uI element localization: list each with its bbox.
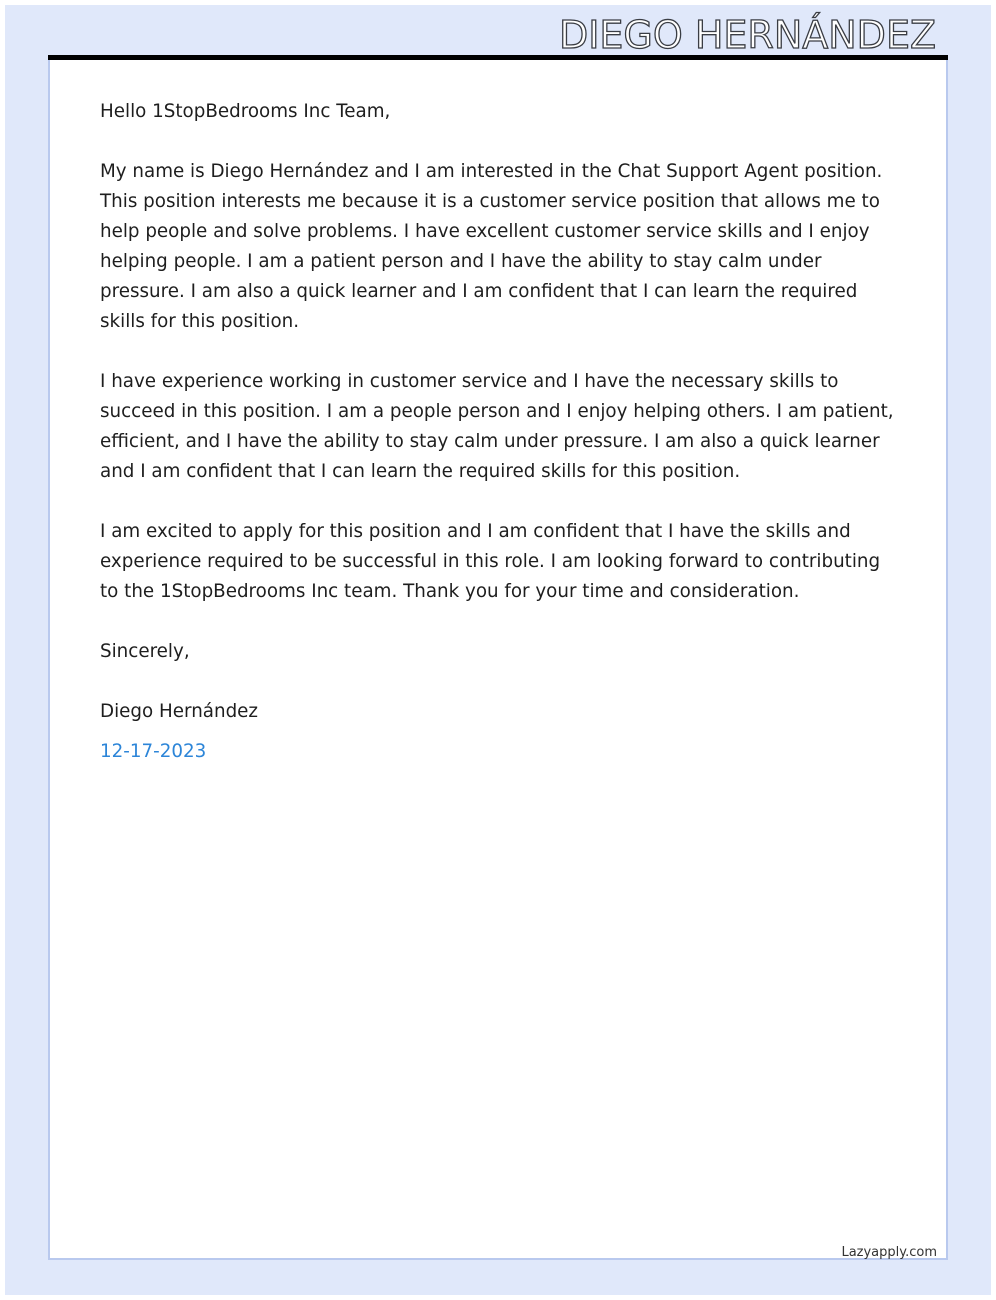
letter-closing: Sincerely, xyxy=(100,641,190,662)
cover-letter-body xyxy=(100,97,900,767)
letter-greeting: Hello 1StopBedrooms Inc Team, xyxy=(100,101,391,122)
applicant-name-header: DIEGO HERNÁNDEZ xyxy=(558,13,936,57)
letter-signature: Diego Hernández xyxy=(100,701,259,722)
letter-date: 12-17-2023 xyxy=(100,741,207,762)
letter-paragraph-2: I have experience working in customer service and I have the necessary skills to succeed in this position. I am a people person and I enjoy helping others. I am patient, efficient, and I have the ability to stay calm under pressure. I am also a quick learner and I am confident that I can learn the required skills for this position. xyxy=(100,371,894,482)
letter-paragraph-1: My name is Diego Hernández and I am interested in the Chat Support Agent position. This position interests me because it is a customer service position that allows me to help people and solve problems. I have excellent customer service skills and I enjoy helping people. I am a patient person and I have the ability to stay calm under pressure. I am also a quick learner and I am confident that I can learn the required skills for this position. xyxy=(100,161,883,332)
letter-paragraph-3: I am excited to apply for this position and I am confident that I have the skills and experience required to be successful in this role. I am looking forward to contributing to the 1StopBedrooms Inc team. Thank you for your time and consideration. xyxy=(100,521,881,602)
footer-brand: Lazyapply.com xyxy=(841,1245,937,1260)
